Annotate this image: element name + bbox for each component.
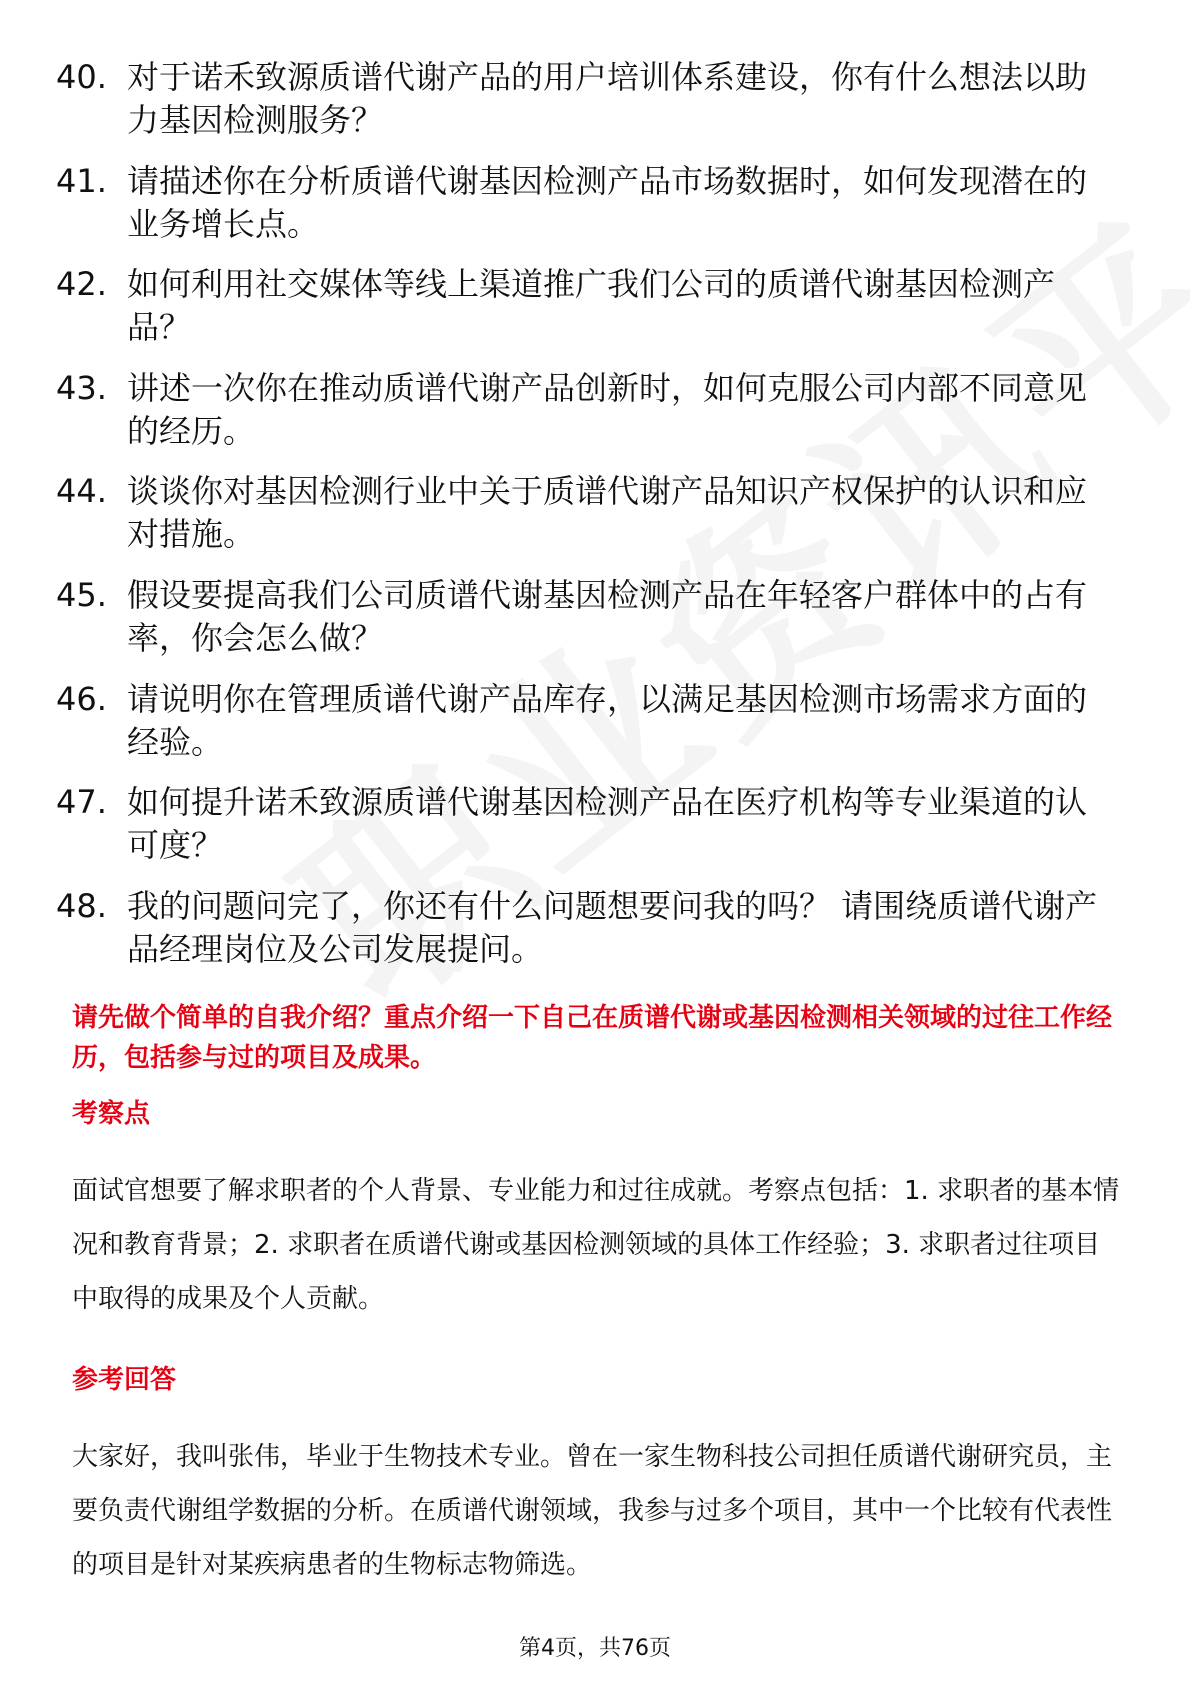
question-text: 请说明你在管理质谱代谢产品库存，以满足基因检测市场需求方面的经验。 bbox=[127, 679, 1088, 761]
question-item bbox=[56, 263, 1116, 349]
assessment-body: 面试官想要了解求职者的个人背景、专业能力和过往成就。考察点包括：1. 求职者的基本情况和教育背景；2. 求职者在质谱代谢或基因检测领域的具体工作经验；3. 求职者过往项目中取得的成果及个人贡献。 bbox=[72, 1176, 1120, 1314]
assessment-title: 考察点 bbox=[72, 1099, 151, 1129]
question-list bbox=[56, 56, 1116, 988]
question-item bbox=[56, 885, 1116, 971]
question-number: 40. bbox=[56, 58, 107, 96]
question-text: 请描述你在分析质谱代谢基因检测产品市场数据时，如何发现潜在的业务增长点。 bbox=[127, 161, 1088, 243]
question-item bbox=[56, 56, 1116, 142]
question-text: 谈谈你对基因检测行业中关于质谱代谢产品知识产权保护的认识和应对措施。 bbox=[127, 472, 1088, 554]
question-number: 41. bbox=[56, 161, 107, 200]
question-number: 48. bbox=[56, 886, 107, 925]
page-footer: 第4页，共76页 bbox=[519, 1636, 671, 1661]
question-text: 讲述一次你在推动质谱代谢产品创新时，如何克服公司内部不同意见的经历。 bbox=[127, 368, 1088, 450]
question-number: 43. bbox=[56, 368, 107, 407]
question-text: 如何提升诺禾致源质谱代谢基因检测产品在医疗机构等专业渠道的认可度？ bbox=[127, 783, 1088, 865]
question-text: 假设要提高我们公司质谱代谢基因检测产品在年轻客户群体中的占有率，你会怎么做？ bbox=[127, 575, 1088, 657]
question-item bbox=[56, 160, 1116, 246]
question-number: 47. bbox=[56, 783, 107, 822]
question-number: 42. bbox=[56, 265, 107, 304]
question-item bbox=[56, 678, 1116, 764]
reference-body: 大家好，我叫张伟，毕业于生物技术专业。曾在一家生物科技公司担任质谱代谢研究员，主要负责代谢组学数据的分析。在质谱代谢领域，我参与过多个项目，其中一个比较有代表性的项目是针对某疾病患者的生物标志物筛选。 bbox=[72, 1442, 1113, 1580]
highlight-question: 请先做个简单的自我介绍？重点介绍一下自己在质谱代谢或基因检测相关领域的过往工作经历，包括参与过的项目及成果。 bbox=[72, 1003, 1113, 1073]
question-item bbox=[56, 470, 1116, 556]
question-text: 如何利用社交媒体等线上渠道推广我们公司的质谱代谢基因检测产品？ bbox=[127, 265, 1056, 347]
question-item bbox=[56, 574, 1116, 660]
question-item bbox=[56, 781, 1116, 867]
question-item bbox=[56, 367, 1116, 453]
reference-title: 参考回答 bbox=[72, 1365, 177, 1395]
question-number: 45. bbox=[56, 575, 107, 614]
question-number: 46. bbox=[56, 679, 107, 718]
question-text: 对于诺禾致源质谱代谢产品的用户培训体系建设，你有什么想法以助力基因检测服务？ bbox=[127, 58, 1088, 139]
question-text: 我的问题问完了，你还有什么问题想要问我的吗？ 请围绕质谱代谢产品经理岗位及公司发展提问。 bbox=[127, 886, 1098, 968]
question-number: 44. bbox=[56, 472, 107, 511]
